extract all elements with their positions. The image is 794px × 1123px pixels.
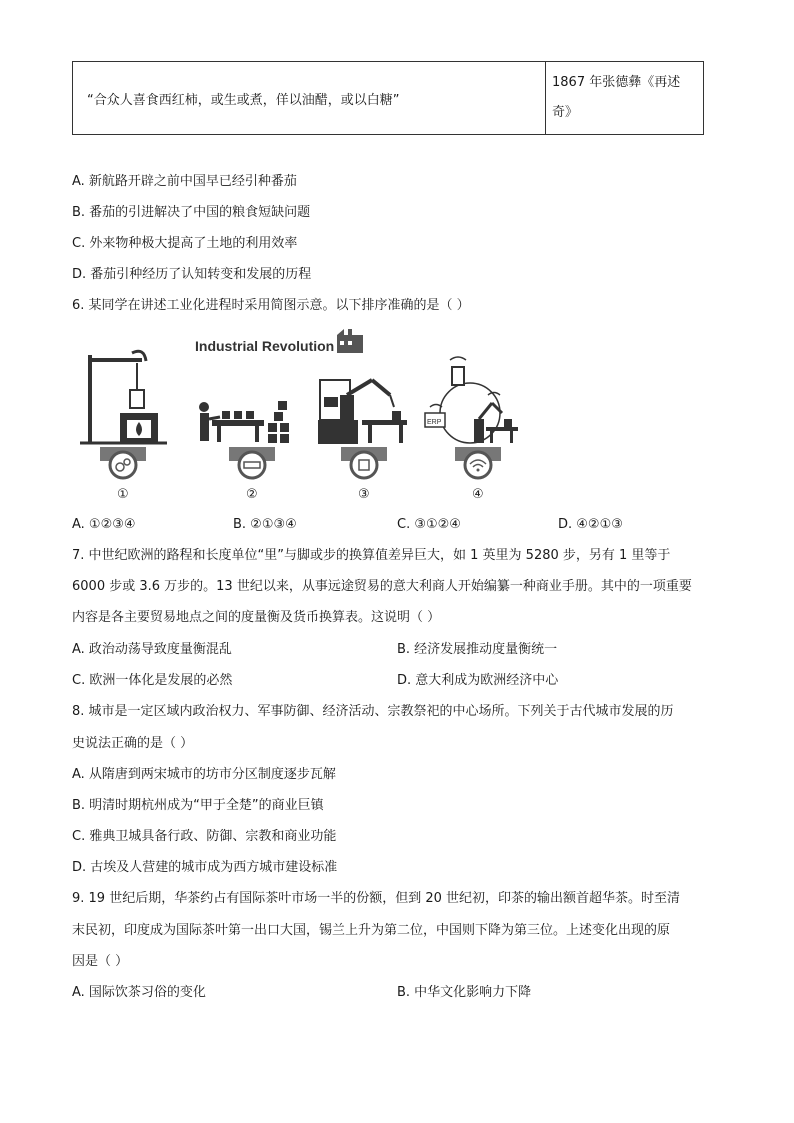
stage-4-badge	[455, 447, 501, 478]
q9-stem-line-3: 因是（ ）	[72, 954, 129, 969]
figure-label-1: ①	[117, 487, 129, 502]
q9-option-a[interactable]: A. 国际饮茶习俗的变化	[72, 985, 206, 1000]
q9-option-b[interactable]: B. 中华文化影响力下降	[397, 985, 532, 1000]
smart-factory-icon	[425, 357, 518, 443]
q6-option-c[interactable]: C. ③①②④	[397, 517, 461, 532]
figure-title: Industrial Revolution	[195, 338, 335, 354]
q8-stem-line-1: 8. 城市是一定区域内政治权力、军事防御、经济活动、宗教祭祀的中心场所。下列关于古代城市发展的历	[72, 704, 674, 719]
q6-stem: 6. 某同学在讲述工业化进程时采用简图示意。以下排序准确的是（ ）	[72, 298, 470, 313]
q8-option-d[interactable]: D. 古埃及人营建的城市成为西方城市建设标准	[72, 860, 338, 875]
figure-label-2: ②	[246, 487, 258, 502]
stage-3-badge	[341, 447, 387, 478]
q7-stem-line-2: 6000 步或 3.6 万步的。13 世纪以来，从事远途贸易的意大利商人开始编纂一种商业手册。其中的一项重要	[72, 579, 692, 594]
q5-option-b[interactable]: B. 番茄的引进解决了中国的粮食短缺问题	[72, 205, 311, 220]
stage-2-badge	[229, 447, 275, 478]
factory-icon	[337, 329, 363, 353]
q8-stem-line-2: 史说法正确的是（ ）	[72, 736, 194, 751]
figure-label-3: ③	[358, 487, 370, 502]
q9-stem-line-2: 末民初，印度成为国际茶叶第一出口大国，锡兰上升为第二位，中国则下降为第三位。上述变化出现的原	[72, 923, 671, 938]
q5-option-d[interactable]: D. 番茄引种经历了认知转变和发展的历程	[72, 267, 312, 282]
q6-option-d[interactable]: D. ④②①③	[558, 517, 623, 532]
q6-option-a[interactable]: A. ①②③④	[72, 517, 136, 532]
q7-option-b[interactable]: B. 经济发展推动度量衡统一	[397, 642, 558, 657]
q5-option-c[interactable]: C. 外来物种极大提高了土地的利用效率	[72, 236, 298, 251]
q5-option-a[interactable]: A. 新航路开辟之前中国早已经引种番茄	[72, 174, 297, 189]
source-cell	[546, 62, 704, 135]
q7-stem-line-1: 7. 中世纪欧洲的路程和长度单位“里”与脚或步的换算值差异巨大，如 1 英里为 5280 步，另有 1 里等于	[72, 548, 671, 563]
industrial-revolution-figure	[72, 325, 532, 505]
quote-cell: “合众人喜食西红柿，或生或煮，佯以油醋，或以白糖”	[73, 62, 546, 135]
q7-option-d[interactable]: D. 意大利成为欧洲经济中心	[397, 673, 559, 688]
stage-1-badge	[100, 447, 146, 478]
q9-stem-line-1: 9. 19 世纪后期，华茶约占有国际茶叶市场一半的份额，但到 20 世纪初，印茶的输出额首超华茶。时至清	[72, 891, 681, 906]
robot-arm-icon	[318, 380, 407, 444]
q8-option-c[interactable]: C. 雅典卫城具备行政、防御、宗教和商业功能	[72, 829, 337, 844]
source-table	[72, 61, 704, 135]
erp-label: ERP	[427, 419, 442, 426]
q8-option-b[interactable]: B. 明清时期杭州成为“甲于全楚”的商业巨镇	[72, 798, 324, 813]
assembly-line-icon	[199, 401, 289, 443]
q8-option-a[interactable]: A. 从隋唐到两宋城市的坊市分区制度逐步瓦解	[72, 767, 336, 782]
source-line-2: 奇》	[552, 105, 579, 120]
q7-option-a[interactable]: A. 政治动荡导致度量衡混乱	[72, 642, 232, 657]
q7-option-c[interactable]: C. 欧洲一体化是发展的必然	[72, 673, 233, 688]
source-line-1: 1867 年张德彝《再述	[552, 75, 681, 90]
figure-label-4: ④	[472, 487, 484, 502]
steam-engine-icon	[80, 351, 167, 443]
q6-option-b[interactable]: B. ②①③④	[233, 517, 297, 532]
q7-stem-line-3: 内容是各主要贸易地点之间的度量衡及货币换算表。这说明（ ）	[72, 610, 441, 625]
